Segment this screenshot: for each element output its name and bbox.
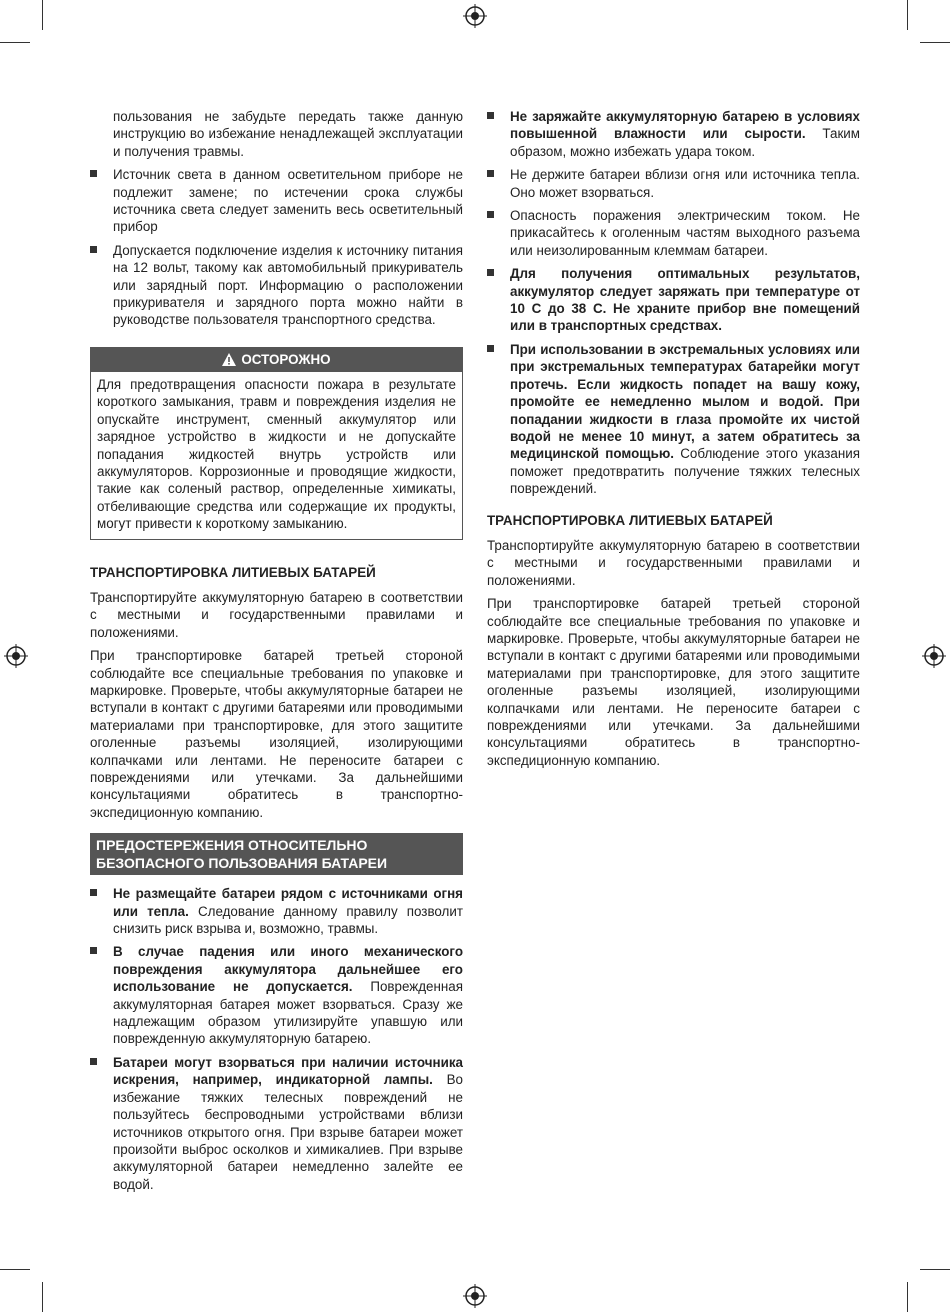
right-column: [487, 108, 860, 775]
list-item: [90, 943, 463, 1047]
section-band-line: ПРЕДОСТЕРЕЖЕНИЯ ОТНОСИТЕЛЬНО: [96, 837, 368, 854]
list-item-text: Опасность поражения электрическим током. Не прикасайтесь к оголенным частям выходного разъема или неизолированным клеммам батареи.: [510, 208, 860, 258]
crop-mark: [920, 42, 950, 43]
list-item-bold-text: Батареи могут взорваться при наличии источника искрения, например, индикаторной лампы.: [113, 1054, 463, 1088]
list-item-text: Допускается подключение изделия к источнику питания на 12 вольт, такому как автомобильный прикуриватель или зарядный порт. Информацию о расположении прикуривателя и зарядного порта можно найти в руководстве пользователя транспортного средства.: [113, 242, 463, 328]
crop-mark: [0, 42, 30, 43]
bullet-square-icon: [487, 269, 494, 276]
bullet-square-icon: [90, 947, 97, 954]
bullet-square-icon: [90, 1058, 97, 1065]
crop-mark: [920, 1269, 950, 1270]
intro-paragraph: пользования не забудьте передать также данную инструкцию во избежание ненадлежащей эксплуатации и получения травмы.: [113, 109, 463, 159]
list-item: [90, 1054, 463, 1193]
list-item-text: Соблюдение этого указания поможет предотвратить получение тяжких телесных повреждений.: [510, 446, 860, 497]
list-item: [487, 341, 860, 498]
bullet-square-icon: [487, 170, 494, 177]
registration-mark-icon: [463, 4, 487, 28]
list-item: [487, 108, 860, 160]
warning-header: [91, 348, 462, 372]
list-item: [487, 207, 860, 259]
list-item-text: Поврежденная аккумуляторная батарея может взорваться. Сразу же надлежащим образом утилизируйте упавшую или поврежденную аккумуляторную батарею.: [113, 979, 463, 1047]
list-item: [487, 166, 860, 201]
list-item-text: Следование данному правилу позволит снизить риск взрыва и, возможно, травмы.: [113, 903, 463, 937]
bullet-square-icon: [90, 246, 97, 253]
section-band: [90, 833, 463, 875]
list-item: [90, 885, 463, 937]
paragraph: Транспортируйте аккумуляторную батарею в соответствии с местными и государственными правилами и положениями.: [90, 589, 463, 640]
registration-mark-icon: [463, 1284, 487, 1308]
paragraph: При транспортировке батарей третьей стороной соблюдайте все специальные требования по упаковке и маркировке. Проверьте, чтобы аккумуляторные батареи не вступали в контакт с другими батареями или проводимыми материалами при транспортировке, для этого защитите оголенные разъемы изоляцией, изолирующими колпачками или лентами. Не переносите батареи с повреждениями или утечками. За дальнейшими консультациями обратитесь в транспортно-экспедиционную компанию.: [90, 648, 463, 820]
crop-mark: [42, 1282, 43, 1312]
crop-mark: [42, 0, 43, 30]
section-band-line: БЕЗОПАСНОГО ПОЛЬЗОВАНИЯ БАТАРЕИ: [96, 855, 388, 872]
registration-mark-icon: [922, 644, 946, 668]
paragraph: Транспортируйте аккумуляторную батарею в соответствии с местными и государственными правилами и положениями.: [487, 537, 860, 588]
warning-title: ОСТОРОЖНО: [241, 351, 331, 367]
section-title: ТРАНСПОРТИРОВКА ЛИТИЕВЫХ БАТАРЕЙ: [90, 564, 376, 580]
list-item-bold-text: Не размещайте батареи рядом с источниками огня или тепла.: [113, 886, 463, 919]
list-item-text: Источник света в данном осветительном приборе не подлежит замене; по истечении срока службы источника света следует заменить весь осветительный прибор: [113, 167, 463, 235]
crop-mark: [0, 1269, 30, 1270]
list-item-text: Не держите батареи вблизи огня или источника тепла. Оно может взорваться.: [510, 167, 860, 200]
list-item-bold-text: Не заряжайте аккумуляторную батарею в условиях повышенной влажности или сырости.: [510, 109, 860, 142]
list-item-text: Таким образом, можно избежать удара током.: [510, 126, 860, 159]
bullet-square-icon: [487, 112, 494, 119]
warning-triangle-icon: [222, 353, 236, 366]
bullet-square-icon: [487, 345, 494, 352]
list-item: [487, 265, 860, 335]
registration-mark-icon: [4, 644, 28, 668]
crop-mark: [907, 0, 908, 30]
list-item: [90, 166, 463, 236]
list-item-text: Во избежание тяжких телесных повреждений не пользуйтесь беспроводными устройствами вблизи источников открытого огня. При взрыве батареи может произойти выброс осколков и химикалиев. При взрыве аккумуляторной батареи немедленно залейте ее водой.: [113, 1072, 463, 1192]
left-column: [90, 108, 463, 1199]
warning-box: [90, 347, 463, 540]
paragraph: При транспортировке батарей третьей стороной соблюдайте все специальные требования по упаковке и маркировке. Проверьте, чтобы аккумуляторные батареи не вступали в контакт с другими батареями или проводимыми материалами при транспортировке, для этого защитите оголенные разъемы изоляцией, изолирующими колпачками или лентами. Не переносите батареи с повреждениями или утечками. За дальнейшими консультациями обратитесь в транспортно-экспедиционную компанию.: [487, 596, 860, 768]
bullet-square-icon: [90, 889, 97, 896]
list-item: [90, 242, 463, 329]
warning-text: Для предотвращения опасности пожара в результате короткого замыкания, травм и повреждения изделия не опускайте инструмент, сменный аккумулятор или зарядное устройство в жидкости и не допускайте попадания жидкостей внутрь устройств или аккумуляторов. Коррозионные и проводящие жидкости, такие как соленый раствор, определенные химикаты, отбеливающие средства или содержащие их продукты, могут привести к короткому замыканию.: [97, 376, 456, 532]
list-item-bold-text: Для получения оптимальных результатов, аккумулятор следует заряжать при температуре от 10 С до 38 С. Не храните прибор вне помещений или в транспортных средствах.: [510, 266, 860, 334]
bullet-square-icon: [90, 170, 97, 177]
section-title: ТРАНСПОРТИРОВКА ЛИТИЕВЫХ БАТАРЕЙ: [487, 512, 773, 528]
crop-mark: [907, 1282, 908, 1312]
list-item-bold-text: При использовании в экстремальных условиях или при экстремальных температурах батарейки могут протечь. Если жидкость попадет на вашу кожу, промойте ее немедленно мылом и водой. При попадании жидкости в глаза промойте их чистой водой не менее 10 минут, а затем обратитесь за медицинской помощью.: [510, 341, 860, 462]
bullet-square-icon: [487, 211, 494, 218]
list-item-bold-text: В случае падения или иного механического повреждения аккумулятора дальнейшее его использование не допускается.: [113, 944, 463, 995]
